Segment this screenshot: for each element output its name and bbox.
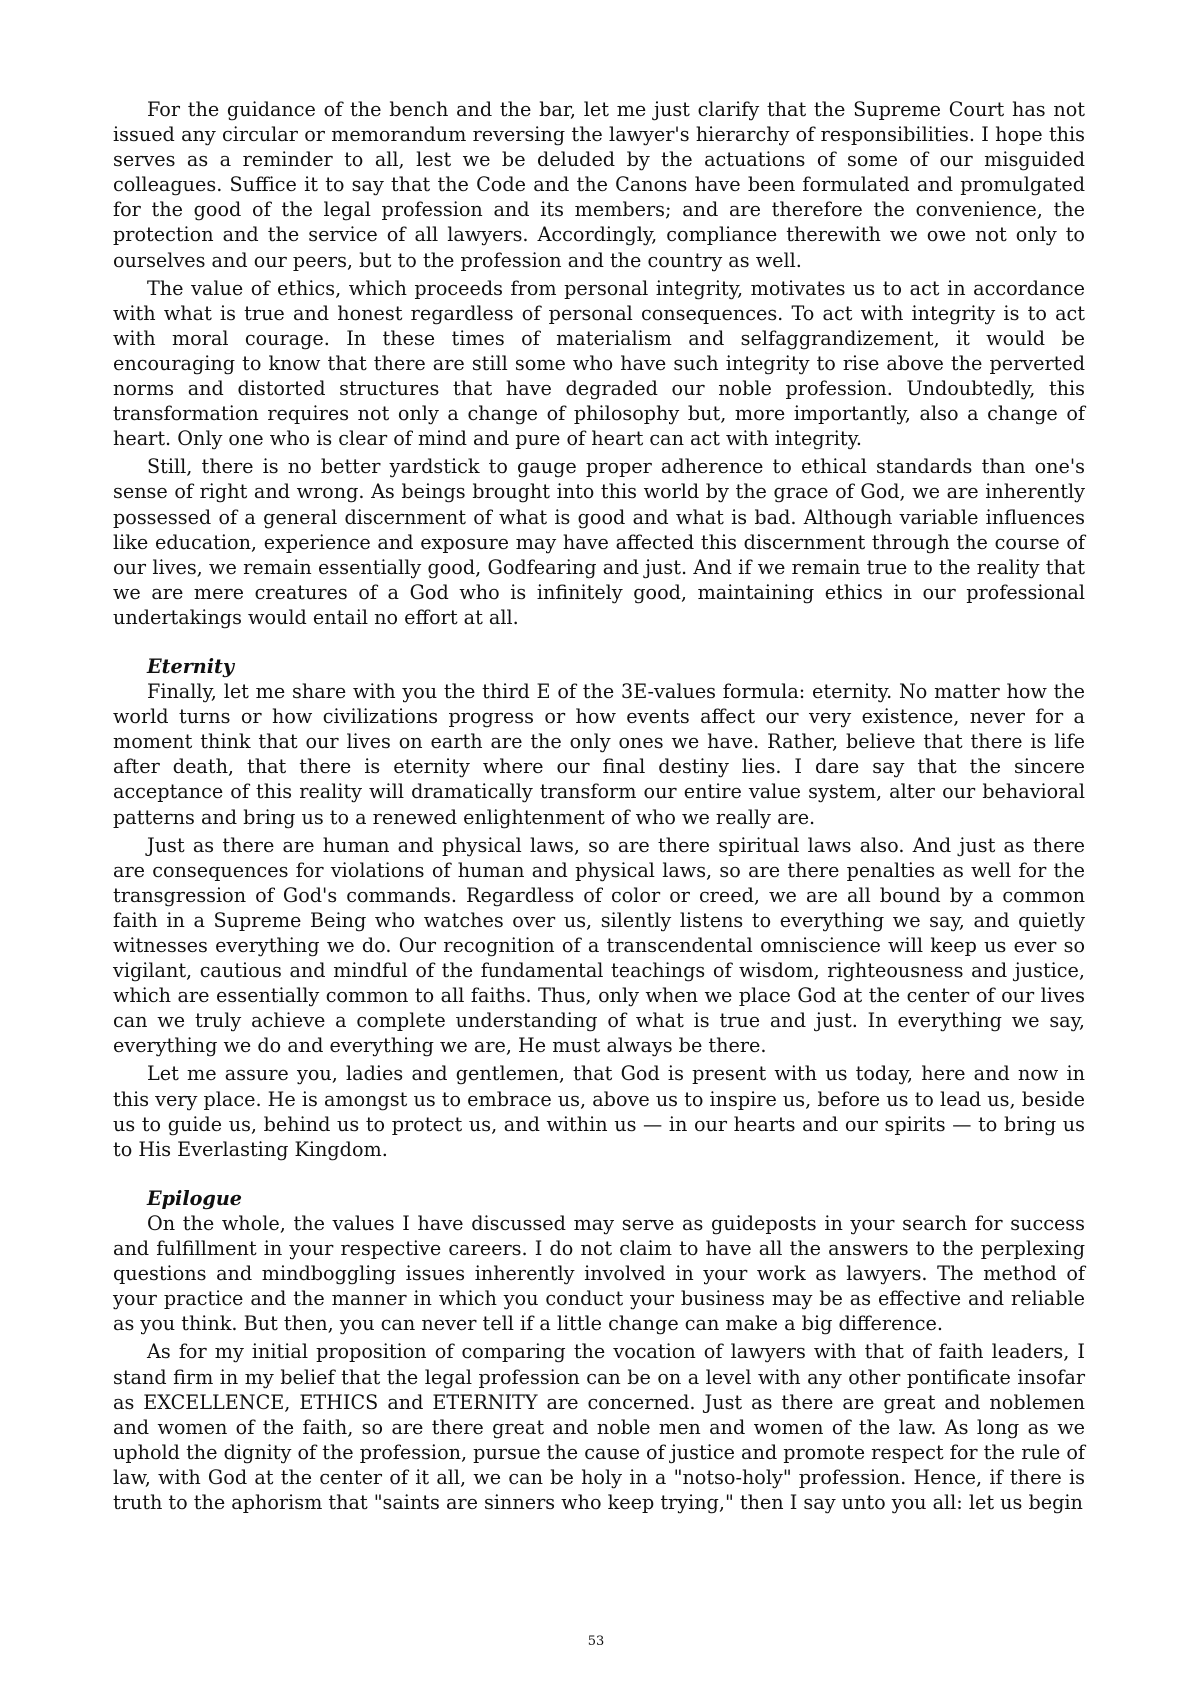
paragraph-value-of-ethics: The value of ethics, which proceeds from personal integrity, motivates us to act in accordance with what is true and honest regardless of personal consequences. To act with integrity is to act with moral courage. In these times of materialism and selfaggrandizement, it would be encouraging to know that there are still some who have such integrity to rise above the perverted norms and distorted structures that have degraded our noble profession. Undoubtedly, this transformation requires not only a change of philosophy but, more importantly, also a change of heart. Only one who is clear of mind and pure of heart can act with integrity.: [113, 276, 1085, 451]
paragraph-third-e: Finally, let me share with you the third E of the 3E-values formula: eternity. No matter how the world turns or how civilizations progress or how events affect our very existence, never for a moment think that our lives on earth are the only ones we have. Rather, believe that there is life after death, that there is eternity where our final destiny lies. I dare say that the sincere acceptance of this reality will dramatically transform our entire value system, alter our behavioral patterns and bring us to a renewed enlightenment of who we really are.: [113, 680, 1085, 829]
paragraph-spiritual-laws: Just as there are human and physical laws, so are there spiritual laws also. And just as there are consequences for violations of human and physical laws, so are there penalties as well for the transgression of God's commands. Regardless of color or creed, we are all bound by a common faith in a Supreme Being who watches over us, silently listens to everything we say, and quietly witnesses everything we do. Our recognition of a transcendental omniscience will keep us ever so vigilant, cautious and mindful of the fundamental teachings of wisdom, righteousness and justice, which are essentially common to all faiths. Thus, only when we place God at the center of our lives can we truly achieve a complete understanding of what is true and just. In everything we say, everything we do and everything we are, He must always be there.: [113, 833, 1085, 1058]
page-body: [113, 97, 1085, 1518]
page-number: 53: [587, 1634, 605, 1649]
paragraph-guideposts: On the whole, the values I have discussed may serve as guideposts in your search for success and fulfillment in your respective careers. I do not claim to have all the answers to the perplexing questions and mindboggling issues inherently involved in your work as lawyers. The method of your practice and the manner in which you conduct your business may be as effective and reliable as you think. But then, you can never tell if a little change can make a big difference.: [113, 1211, 1085, 1336]
paragraph-yardstick: Still, there is no better yardstick to gauge proper adherence to ethical standards than one's sense of right and wrong. As beings brought into this world by the grace of God, we are inherently possessed of a general discernment of what is good and what is bad. Although variable influences like education, experience and exposure may have affected this discernment through the course of our lives, we remain essentially good, Godfearing and just. And if we remain true to the reality that we are mere creatures of a God who is infinitely good, maintaining ethics in our professional undertakings would entail no effort at all.: [113, 455, 1085, 629]
section-heading-eternity: Eternity: [147, 654, 235, 678]
section-heading-epilogue: Epilogue: [147, 1186, 242, 1210]
paragraph-god-present: Let me assure you, ladies and gentlemen, that God is present with us today, here and now in this very place. He is amongst us to embrace us, above us to inspire us, before us to lead us, beside us to guide us, behind us to protect us, and within us — in our hearts and our spirits — to bring us to His Everlasting Kingdom.: [113, 1062, 1085, 1161]
paragraph-initial-proposition: As for my initial proposition of comparing the vocation of lawyers with that of faith leaders, I stand firm in my belief that the legal profession can be on a level with any other pontificate insofar as EXCELLENCE, ETHICS and ETERNITY are concerned. Just as there are great and noblemen and women of the faith, so are there great and noble men and women of the law. As long as we uphold the dignity of the profession, pursue the cause of justice and promote respect for the rule of law, with God at the center of it all, we can be holy in a "notso-holy" profession. Hence, if there is truth to the aphorism that "saints are sinners who keep trying," then I say unto you all: let us begin: [113, 1340, 1085, 1514]
paragraph-guidance: For the guidance of the bench and the bar, let me just clarify that the Supreme Court has not issued any circular or memorandum reversing the lawyer's hierarchy of responsibilities. I hope this serves as a reminder to all, lest we be deluded by the actuations of some of our misguided colleagues. Suffice it to say that the Code and the Canons have been formulated and promulgated for the good of the legal profession and its members; and are therefore the convenience, the protection and the service of all lawyers. Accordingly, compliance therewith we owe not only to ourselves and our peers, but to the profession and the country as well.: [113, 98, 1085, 272]
